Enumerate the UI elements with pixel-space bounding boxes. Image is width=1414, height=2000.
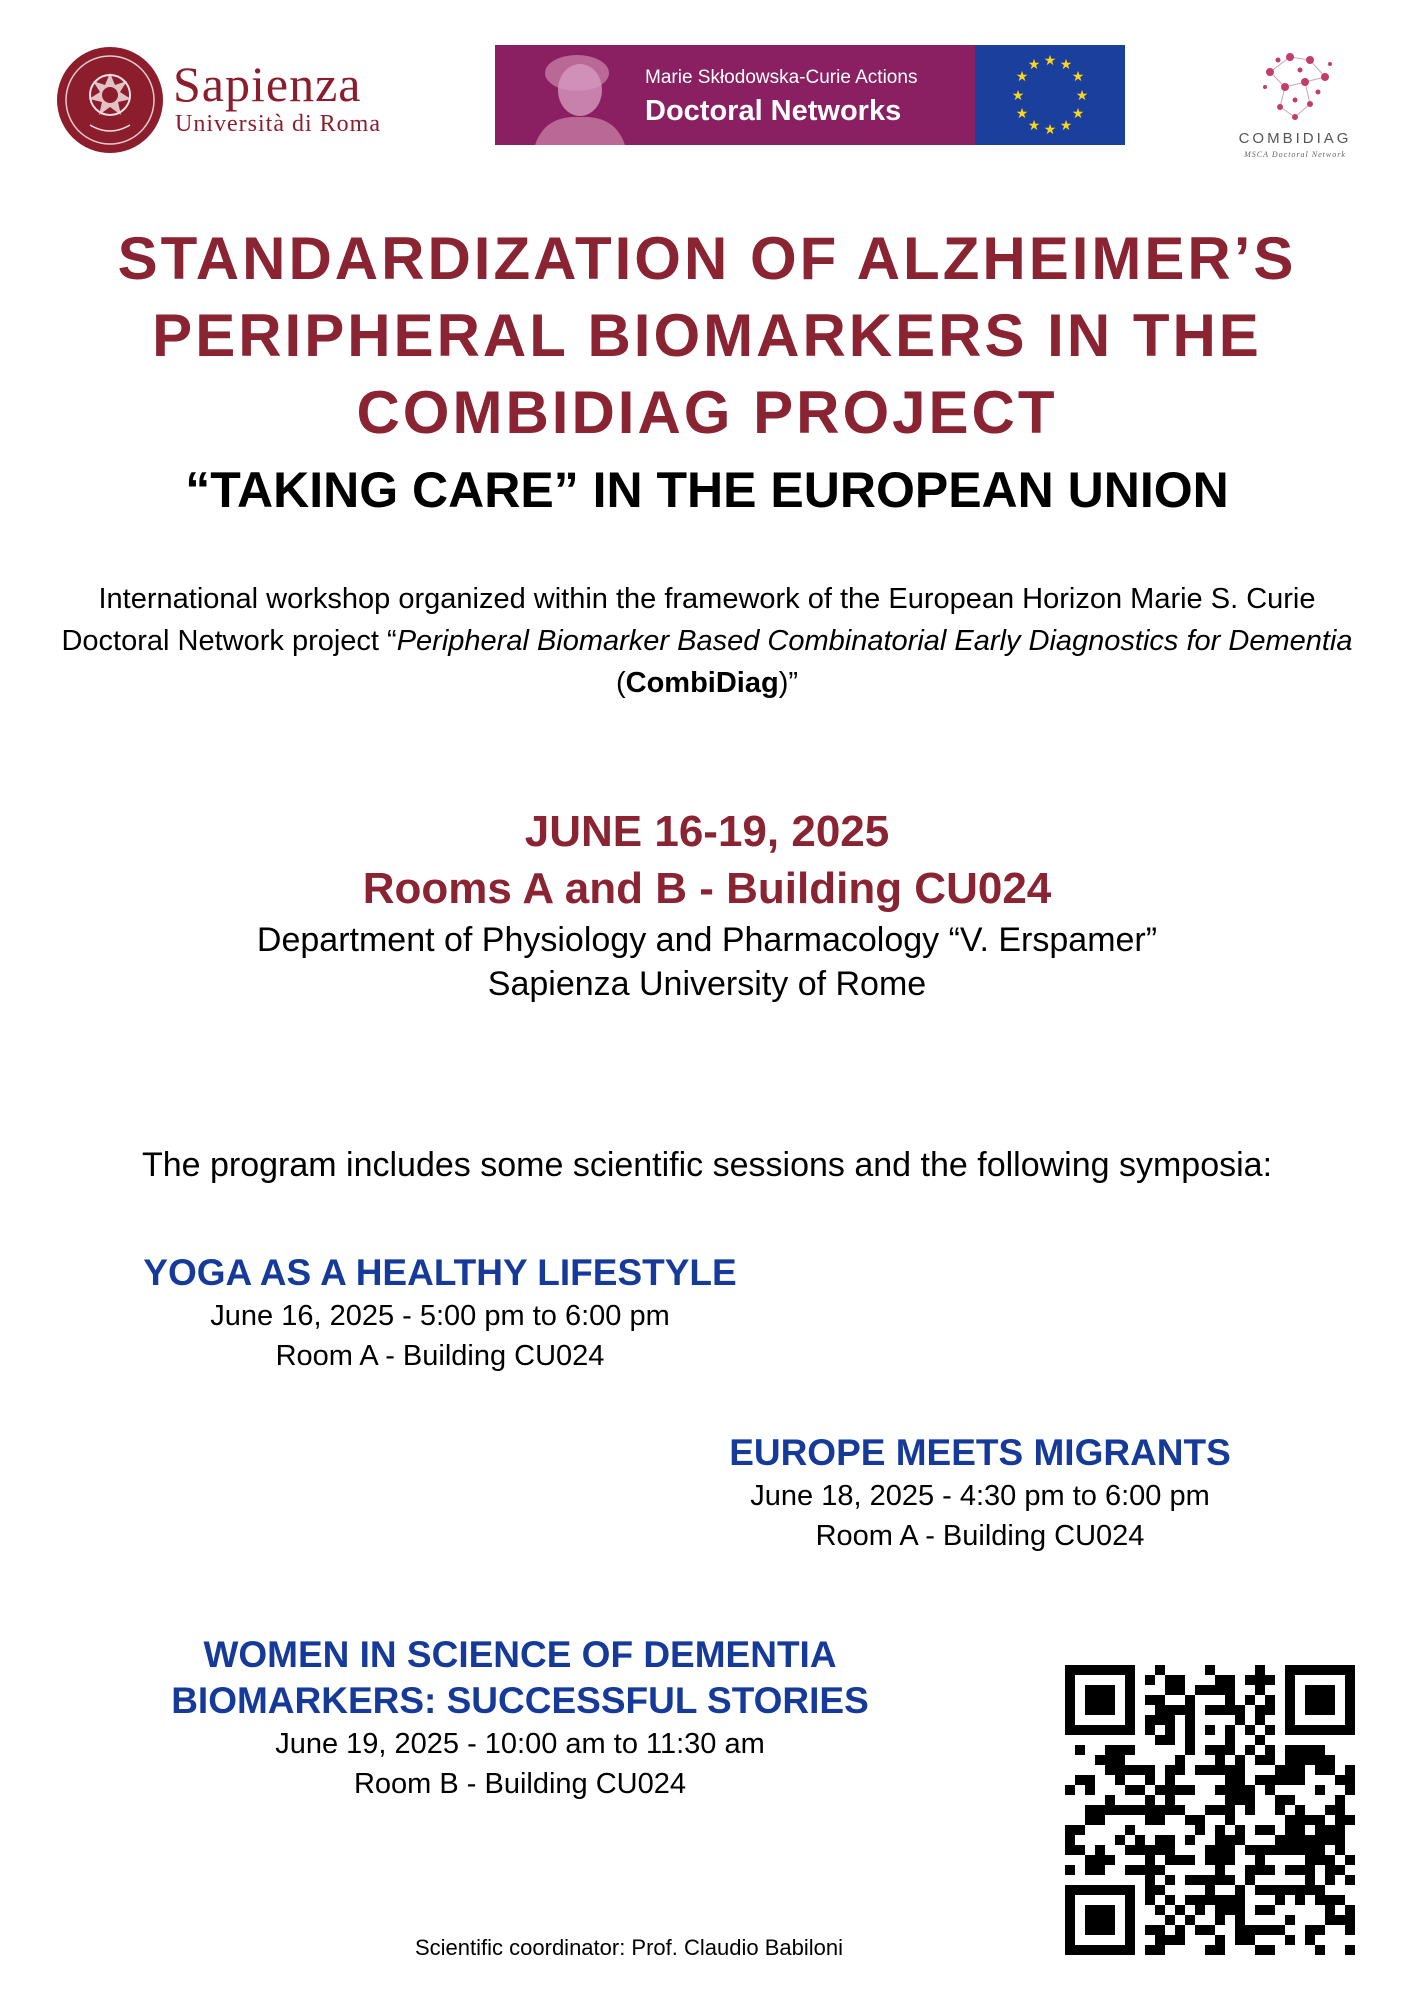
combidiag-logo xyxy=(1220,42,1370,167)
intro-text: International workshop organized within the framework of the European Horizon Marie S. Curie Doctoral Network project “ xyxy=(61,583,1316,657)
symposium xyxy=(95,1250,785,1376)
intro-acronym: CombiDiag xyxy=(625,667,779,699)
svg-text:★: ★ xyxy=(1071,69,1085,85)
title-line: PERIPHERAL BIOMARKERS IN THE xyxy=(152,302,1262,369)
eu-flag-icon xyxy=(975,45,1125,145)
symposium xyxy=(110,1632,930,1804)
svg-text:★: ★ xyxy=(1059,118,1073,134)
intro-project-name: Peripheral Biomarker Based Combinatorial Early Diagnostics for Dementia xyxy=(396,625,1353,657)
symposium-room: Room B - Building CU024 xyxy=(353,1768,687,1800)
svg-text:★: ★ xyxy=(1015,69,1029,85)
intro-paragraph xyxy=(60,578,1354,704)
main-title xyxy=(40,220,1374,451)
combidiag-subtitle: MSCA Doctoral Network xyxy=(1244,150,1346,159)
svg-text:★: ★ xyxy=(1015,106,1029,122)
event-rooms: Rooms A and B - Building CU024 xyxy=(362,864,1052,913)
sapienza-subtitle: Università di Roma xyxy=(175,111,381,137)
svg-text:★: ★ xyxy=(1059,57,1073,73)
sapienza-wordmark: Sapienza xyxy=(173,56,362,112)
combidiag-wordmark: COMBIDIAG xyxy=(1238,130,1352,147)
symposium-time: June 16, 2025 - 5:00 pm to 6:00 pm xyxy=(210,1300,670,1332)
symposium-time: June 19, 2025 - 10:00 am to 11:30 am xyxy=(275,1728,765,1760)
subtitle: “TAKING CARE” IN THE EUROPEAN UNION xyxy=(185,462,1229,518)
title-line: COMBIDIAG PROJECT xyxy=(356,379,1058,446)
msca-panel xyxy=(495,45,975,145)
curie-portrait-icon xyxy=(525,45,635,145)
symposium-room: Room A - Building CU024 xyxy=(815,1520,1145,1552)
svg-text:★: ★ xyxy=(1027,57,1041,73)
svg-text:★: ★ xyxy=(1075,88,1089,104)
symposium-time: June 18, 2025 - 4:30 pm to 6:00 pm xyxy=(750,1480,1210,1512)
svg-text:★: ★ xyxy=(1043,122,1057,138)
intro-text: )” xyxy=(778,667,799,699)
sapienza-logo xyxy=(55,45,415,155)
event-department: Department of Physiology and Pharmacology “V. Erspamer” xyxy=(256,921,1158,959)
msca-banner xyxy=(495,45,1125,145)
svg-text:★: ★ xyxy=(1043,53,1057,69)
event-university: Sapienza University of Rome xyxy=(487,965,927,1003)
symposium-title: EUROPE MEETS MIGRANTS xyxy=(729,1432,1231,1473)
symposium-title: BIOMARKERS: SUCCESSFUL STORIES xyxy=(171,1680,869,1721)
intro-text: ( xyxy=(615,667,626,699)
neural-network-icon xyxy=(1250,42,1340,127)
svg-text:★: ★ xyxy=(1027,118,1041,134)
symposium xyxy=(690,1430,1270,1556)
qr-code-icon[interactable] xyxy=(1065,1665,1355,1955)
msca-line1: Marie Skłodowska-Curie Actions xyxy=(645,67,918,88)
eu-flag xyxy=(975,45,1125,145)
svg-text:★: ★ xyxy=(1071,106,1085,122)
university-seal-icon xyxy=(55,45,165,155)
program-intro: The program includes some scientific sessions and the following symposia: xyxy=(141,1146,1273,1184)
event-date: JUNE 16-19, 2025 xyxy=(524,807,890,856)
title-line: STANDARDIZATION OF ALZHEIMER’S xyxy=(117,225,1297,292)
symposium-room: Room A - Building CU024 xyxy=(275,1340,605,1372)
symposium-title: YOGA AS A HEALTHY LIFESTYLE xyxy=(143,1252,737,1293)
scientific-coordinator: Scientific coordinator: Prof. Claudio Babiloni xyxy=(415,1935,844,1960)
svg-text:★: ★ xyxy=(1011,88,1025,104)
msca-line2: Doctoral Networks xyxy=(645,95,902,127)
symposium-title: WOMEN IN SCIENCE OF DEMENTIA xyxy=(203,1634,837,1675)
